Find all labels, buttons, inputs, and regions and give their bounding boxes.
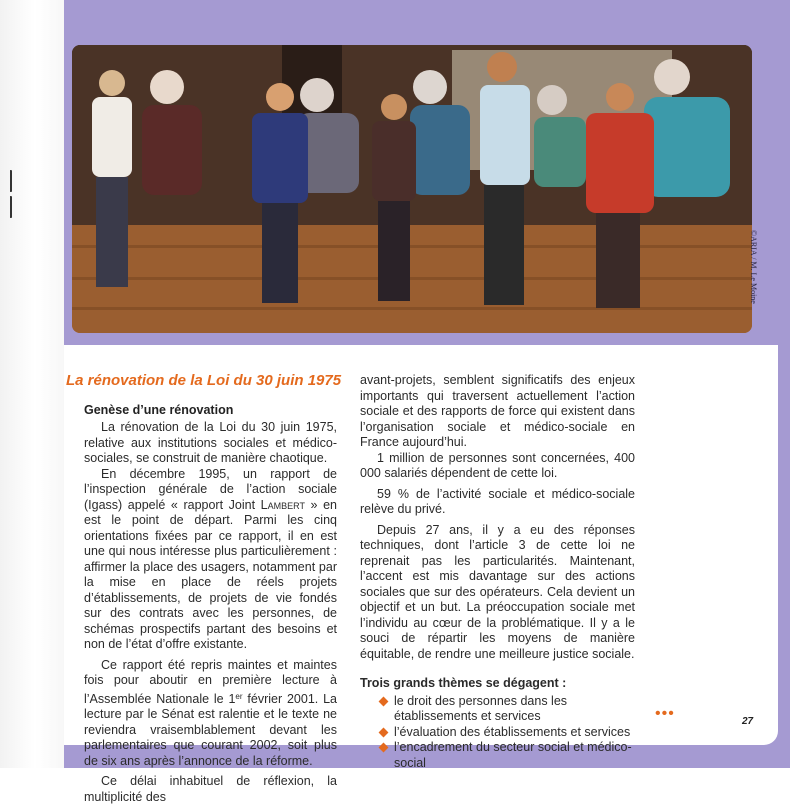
binding-mark bbox=[10, 196, 16, 218]
photo-credit: ©ARIA / M. Le Moine bbox=[749, 230, 758, 304]
person-name: Lambert bbox=[260, 497, 305, 512]
book-spine bbox=[0, 0, 64, 768]
themes-list bbox=[360, 694, 635, 772]
paragraph: avant-projets, semblent significatifs des enjeux importants qui traversent actuellement l’action sociale et des rapports de force qui existent dans l’organisation sociale et médico-sociale en France aujourd’hui. bbox=[360, 373, 635, 449]
paragraph: 59 % de l’activité sociale et médico-sociale relève du privé. bbox=[360, 486, 635, 516]
list-item: l’encadrement du secteur social et médico-social bbox=[360, 740, 635, 771]
bullet-diamond-icon bbox=[379, 696, 389, 706]
decorative-dots: ••• bbox=[655, 705, 675, 722]
photo-elderly-and-children bbox=[72, 45, 752, 333]
article-title: La rénovation de la Loi du 30 juin 1975 bbox=[66, 372, 342, 389]
themes-heading: Trois grands thèmes se dégagent : bbox=[360, 676, 567, 690]
photo-illustration bbox=[72, 45, 752, 333]
paragraph: Depuis 27 ans, il y a eu des réponses techniques, dont l’article 3 de cette loi ne reprenait pas les particularités. Maintenant, l’accent est mis davantage sur des actions sociales que sur des opérateurs. Cela devient un objectif et un but. La préoccupation sociale met l’individu au cœur de la problématique. Il y a le souci de répartir les moyens de manière équitable, de rendre une meilleure justice sociale. bbox=[360, 522, 635, 661]
paragraph: En décembre 1995, un rapport de l’inspection générale de l’action sociale (Igass) appelé « rapport Joint Lambert » en est le point de départ. Parmi les cinq orientations fixées par ce rapport, il en est une qui nous intéresse plus particulièrement : affirmer la place des usagers, notamment par la mise en place de réels projets d’établissements, de projets de vie fondés sur des contrats avec les personnes, de schémas prospectifs partant des besoins et non de l’état d’offre existante. bbox=[84, 466, 337, 651]
paragraph: 1 million de personnes sont concernées, 400 000 salariés dépendent de cette loi. bbox=[360, 450, 635, 480]
paragraph: Ce rapport été repris maintes et maintes fois pour aboutir en première lecture à l’Assemblée Nationale le 1er février 2001. La lecture par le Sénat est ralentie et le texte ne reviendra vraisemblablement devant les parlementaires que courant 2002, soit plus de six ans après l’annonce de la réforme. bbox=[84, 657, 337, 768]
section-subheading: Genèse d’une rénovation bbox=[84, 403, 234, 417]
paragraph: La rénovation de la Loi du 30 juin 1975, relative aux institutions sociales et médico-sociales, se construit de manière chaotique. bbox=[84, 420, 337, 465]
column-right bbox=[360, 373, 635, 771]
list-item: l’évaluation des établissements et services bbox=[360, 725, 635, 741]
page-number: 27 bbox=[742, 716, 754, 727]
bullet-diamond-icon bbox=[379, 727, 389, 737]
paragraph: Ce délai inhabituel de réflexion, la multiplicité des bbox=[84, 774, 337, 804]
column-left bbox=[84, 405, 337, 805]
list-item: le droit des personnes dans les établissements et services bbox=[360, 694, 635, 725]
binding-mark bbox=[10, 170, 16, 192]
bullet-diamond-icon bbox=[379, 743, 389, 753]
